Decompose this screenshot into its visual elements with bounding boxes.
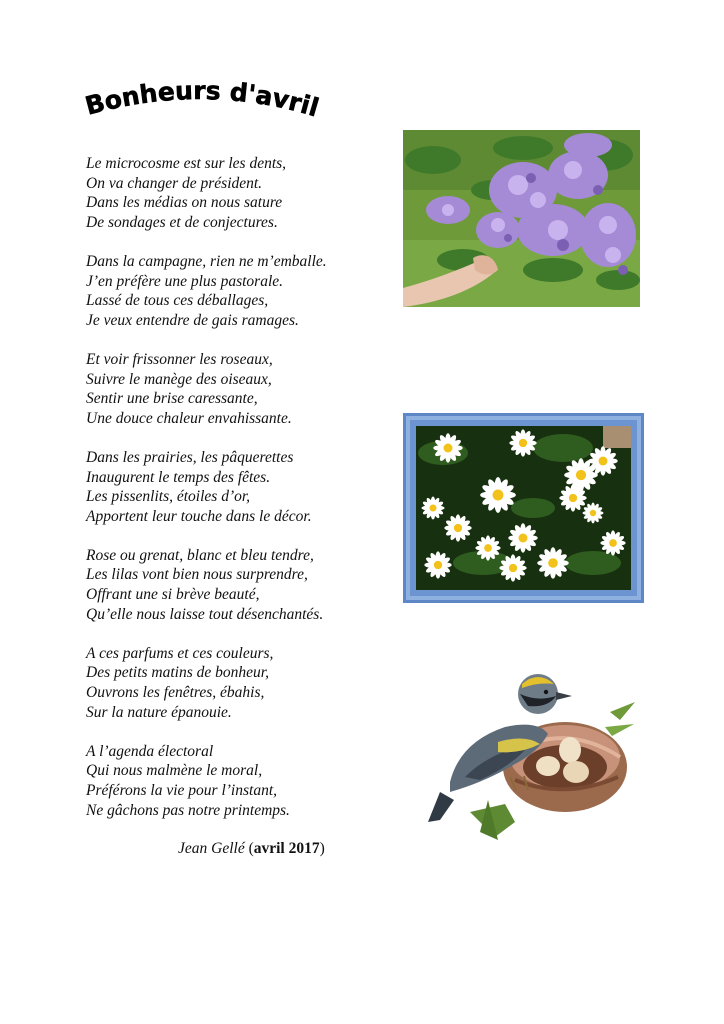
svg-text:Bonheurs d'avril — [82, 76, 322, 122]
poem-line: Suivre le manège des oiseaux, — [86, 370, 272, 388]
stanza — [86, 154, 386, 232]
poem-line: A ces parfums et ces couleurs, — [86, 644, 274, 662]
poem-line: Sentir une brise caressante, — [86, 390, 258, 408]
poem-line: Préférons la vie pour l’instant, — [86, 782, 278, 799]
poem-line: Je veux entendre de gais ramages. — [86, 311, 299, 329]
poem-line: Sur la nature épanouie. — [86, 703, 232, 721]
poem-line: Offrant une si brève beauté, — [86, 586, 260, 604]
poem-line: Des petits matins de bonheur, — [86, 664, 269, 682]
poem-line: Une douce chaleur envahissante. — [86, 409, 292, 427]
stanza — [86, 448, 386, 526]
poem-line: Ne gâchons pas notre printemps. — [86, 801, 290, 819]
page-title — [82, 76, 336, 123]
poem-line: On va changer de président. — [86, 174, 263, 192]
poem-line: Lassé de tous ces déballages, — [86, 292, 269, 310]
poem-line: Le microcosme est sur les dents, — [86, 155, 287, 172]
signature — [178, 840, 325, 858]
poem-line: De sondages et de conjectures. — [86, 213, 278, 231]
poem-line: Qu’elle nous laisse tout désenchantés. — [86, 605, 324, 623]
page-title-text: Bonheurs d'avril — [82, 76, 323, 123]
poem-line: Les lilas vont bien nous surprendre, — [86, 566, 308, 584]
signature-author: Jean Gellé — [178, 840, 245, 857]
poem-line: J’en préfère une plus pastorale. — [86, 272, 284, 290]
stanza — [86, 546, 386, 624]
poem-line: Dans les médias on nous sature — [86, 194, 283, 212]
poem-line: Qui nous malmène le moral, — [86, 762, 263, 780]
stanza — [86, 742, 386, 820]
poem-line: Rose ou grenat, blanc et bleu tendre, — [86, 546, 314, 564]
poem-line: Inaugurent le temps des fêtes. — [86, 468, 271, 486]
bird-nest-image — [420, 672, 640, 844]
stanza — [86, 350, 386, 428]
poem-line: A l’agenda électoral — [86, 742, 214, 760]
lilac-bouquet-image — [403, 130, 640, 307]
daisies-image — [403, 413, 644, 603]
poem-line: Dans la campagne, rien ne m’emballe. — [86, 252, 327, 270]
stanza — [86, 644, 386, 722]
poem — [86, 154, 386, 840]
signature-close-paren: ) — [319, 840, 325, 857]
poem-line: Dans les prairies, les pâquerettes — [86, 448, 294, 466]
signature-open-paren: ( — [244, 840, 254, 857]
poem-line: Les pissenlits, étoiles d’or, — [86, 488, 251, 506]
poem-line: Et voir frissonner les roseaux, — [86, 350, 273, 368]
stanza — [86, 252, 386, 330]
poem-line: Apportent leur touche dans le décor. — [86, 507, 312, 525]
poem-line: Ouvrons les fenêtres, ébahis, — [86, 684, 265, 702]
signature-date: avril 2017 — [253, 840, 320, 857]
